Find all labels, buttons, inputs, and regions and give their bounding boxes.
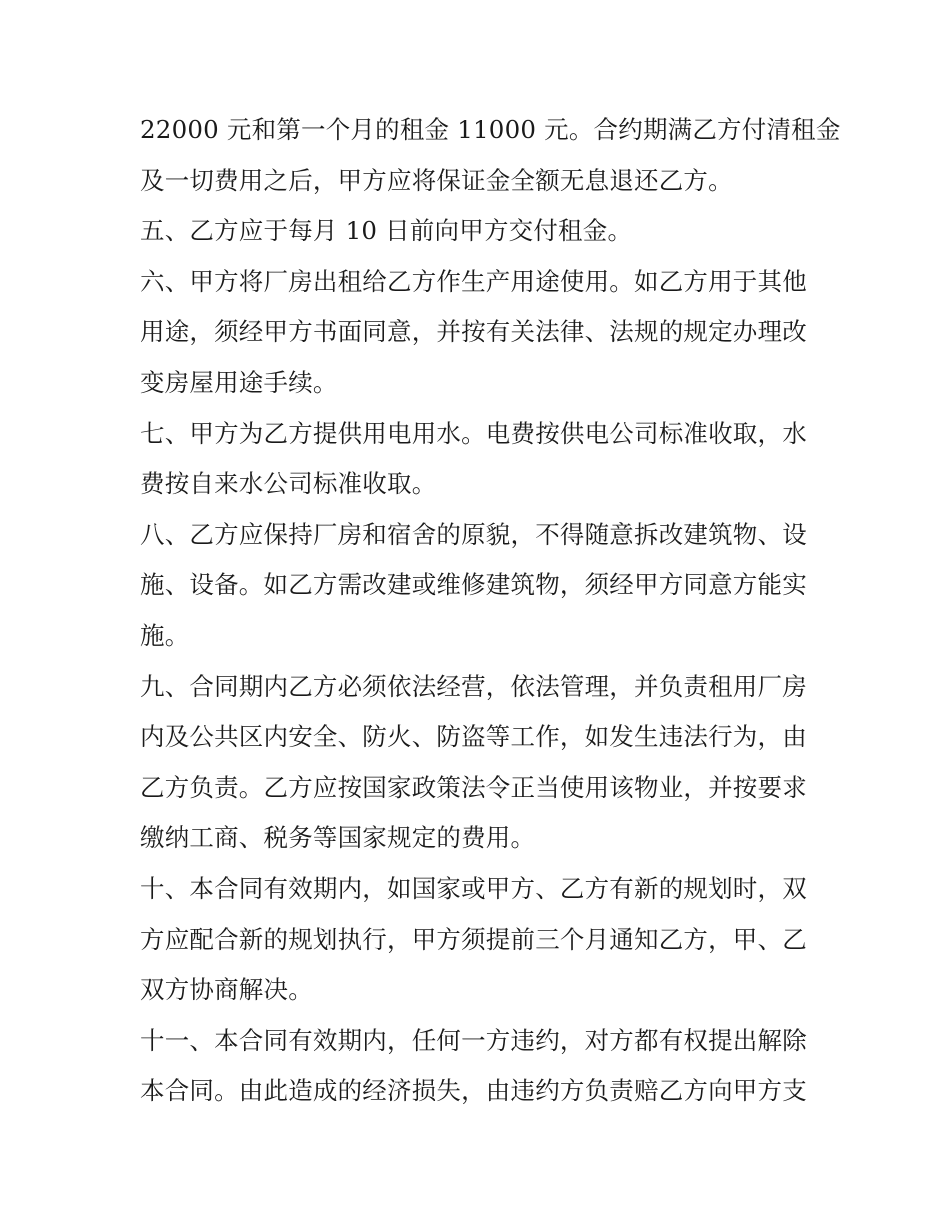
text-line: 施。 — [140, 620, 190, 650]
text-line: 方应配合新的规划执行，甲方须提前三个月通知乙方，甲、乙 — [140, 924, 807, 954]
text-line: 十一、本合同有效期内，任何一方违约，对方都有权提出解除 — [140, 1025, 807, 1055]
document-body — [140, 105, 841, 1117]
text-line: 用途，须经甲方书面同意，并按有关法律、法规的规定办理改 — [140, 317, 807, 347]
text-line: 五、乙方应于每月 10 日前向甲方交付租金。 — [140, 216, 633, 246]
text-line: 本合同。由此造成的经济损失，由违约方负责赔乙方向甲方支 — [140, 1076, 807, 1106]
text-line: 变房屋用途手续。 — [140, 367, 338, 397]
text-line: 乙方负责。乙方应按国家政策法令正当使用该物业，并按要求 — [140, 772, 807, 802]
text-line: 费按自来水公司标准收取。 — [140, 469, 437, 499]
text-line: 九、合同期内乙方必须依法经营，依法管理，并负责租用厂房 — [140, 671, 807, 701]
text-line: 施、设备。如乙方需改建或维修建筑物，须经甲方同意方能实 — [140, 570, 807, 600]
text-line: 双方协商解决。 — [140, 975, 313, 1005]
text-line: 六、甲方将厂房出租给乙方作生产用途使用。如乙方用于其他 — [140, 266, 807, 296]
text-line: 内及公共区内安全、防火、防盗等工作，如发生违法行为，由 — [140, 722, 807, 752]
text-line: 八、乙方应保持厂房和宿舍的原貌，不得随意拆改建筑物、设 — [140, 519, 807, 549]
text-line: 22000 元和第一个月的租金 11000 元。合约期满乙方付清租金 — [140, 115, 841, 144]
text-line: 及一切费用之后，甲方应将保证金全额无息退还乙方。 — [140, 165, 733, 195]
text-line: 十、本合同有效期内，如国家或甲方、乙方有新的规划时，双 — [140, 873, 807, 903]
text-line: 缴纳工商、税务等国家规定的费用。 — [140, 823, 536, 853]
text-line: 七、甲方为乙方提供用电用水。电费按供电公司标准收取，水 — [140, 418, 807, 448]
